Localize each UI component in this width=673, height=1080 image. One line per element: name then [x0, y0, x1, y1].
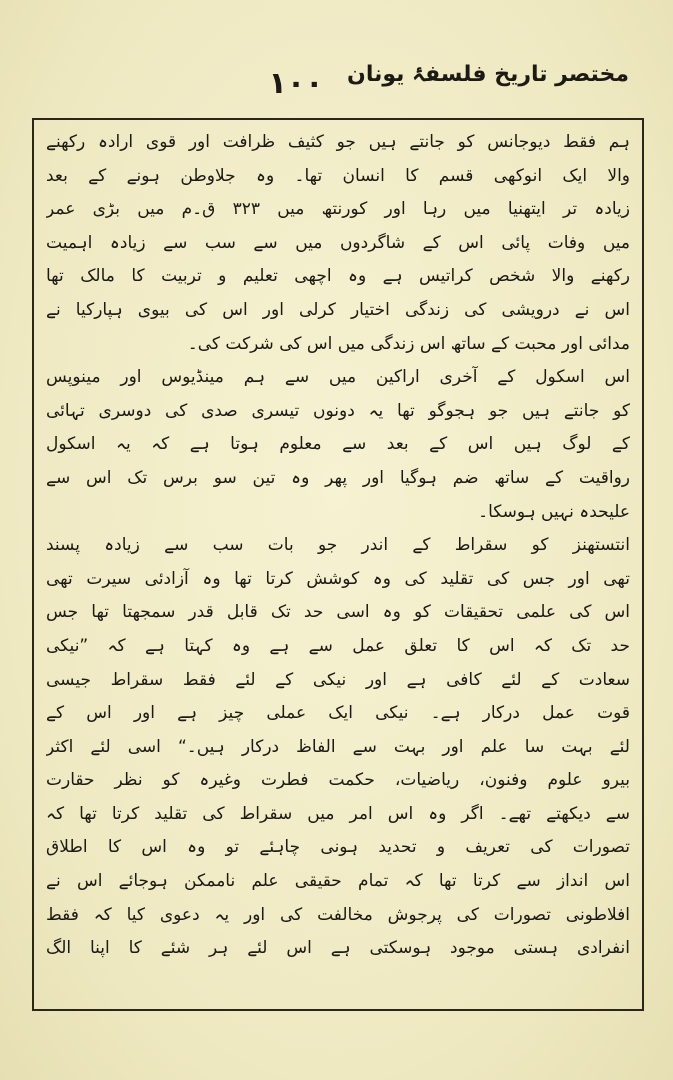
text-line: کے لوگ ہیں اس کے بعد سے معلوم ہوتا ہے کہ یہ اسکول: [46, 434, 630, 455]
text-line: مدائی اور محبت کے ساتھ اس زندگی میں اس کی شرکت کی۔: [187, 333, 630, 354]
text-line: تصورات کی تعریف و تحدید ہونی چاہئے تو وہ اس کا اطلاق: [46, 837, 630, 858]
text-line: انفرادی ہستی موجود ہوسکتی ہے اس لئے ہر شئے کا اپنا الگ: [46, 938, 630, 959]
text-line: اس کی علمی تحقیقات کو وہ اسی حد تک قابل قدر سمجھتا تھا جس: [46, 602, 630, 623]
page-number: ۱۰۰: [268, 66, 324, 101]
text-line: تھی اور جس کی تقلید کی وہ کوشش کرتا تھا وہ آزادئی سیرت تھی: [46, 568, 630, 589]
text-line: ہم فقط دیوجانس کو جانتے ہیں جو کثیف ظرافت اور قوی ارادہ رکھنے: [46, 132, 630, 152]
text-line: علیحدہ نہیں ہوسکا۔: [478, 501, 630, 522]
text-frame: [32, 118, 644, 1011]
text-line: بیرو علوم وفنون، ریاضیات، حکمت فطرت وغیرہ کو نظر حقارت: [46, 770, 630, 791]
text-line: والا ایک انوکھی قسم کا انسان تھا۔ وہ جلاوطن ہونے کے بعد: [46, 165, 630, 186]
text-line: انتستھنز کو سقراط کے اندر جو بات سب سے زیادہ پسند: [46, 535, 630, 556]
body-text: [46, 126, 630, 1004]
text-line: کو جانتے ہیں جو ہجوگو تھا یہ دونوں تیسری صدی کی دوسری تہائی: [46, 400, 630, 421]
text-line: اس نے درویشی کی زندگی اختیار کرلی اور اس کی بیوی ہپارکیا نے: [46, 299, 630, 320]
text-line: سے دیکھتے تھے۔ اگر وہ اس امر میں سقراط کی تقلید کرتا تھا کہ: [46, 803, 630, 824]
text-line: زیادہ تر ایتھنیا میں رہا اور کورنتھ میں ۳۲۳ ق۔م میں بڑی عمر: [46, 199, 630, 220]
text-line: حد تک کہ اس کا تعلق عمل سے ہے وہ کہتا ہے کہ ”نیکی: [46, 635, 630, 656]
text-line: اس اسکول کے آخری اراکین میں سے ہم مینڈیوس اور مینوپس: [46, 367, 630, 388]
running-title: مختصر تاریخ فلسفۂ یونان: [347, 62, 629, 87]
text-line: میں وفات پائی اس کے شاگردوں میں سے سب سے زیادہ اہمیت: [46, 232, 630, 253]
text-line: لئے بہت سا علم اور بہت سے الفاظ درکار ہیں۔“ اسی لئے اکثر: [46, 736, 630, 757]
text-line: رواقیت کے ساتھ ضم ہوگیا اور پھر وہ تین سو برس تک اس سے: [46, 467, 630, 488]
text-line: اس انداز سے کرتا تھا کہ تمام حقیقی علم ناممکن ہوجائے اس نے: [46, 871, 630, 892]
text-line: افلاطونی تصورات کی پرجوش مخالفت کی اور یہ دعوی کیا کہ فقط: [46, 904, 630, 925]
text-line: سعادت کے لئے کافی ہے اور نیکی کے لئے فقط سقراط جیسی: [46, 669, 630, 690]
text-line: رکھنے والا شخص کراتیس ہے وہ اچھی تعلیم و تربیت کا مالک تھا: [46, 266, 630, 287]
page-header: [0, 58, 673, 108]
text-line: قوت عمل درکار ہے۔ نیکی ایک عملی چیز ہے اور اس کے: [46, 703, 630, 724]
